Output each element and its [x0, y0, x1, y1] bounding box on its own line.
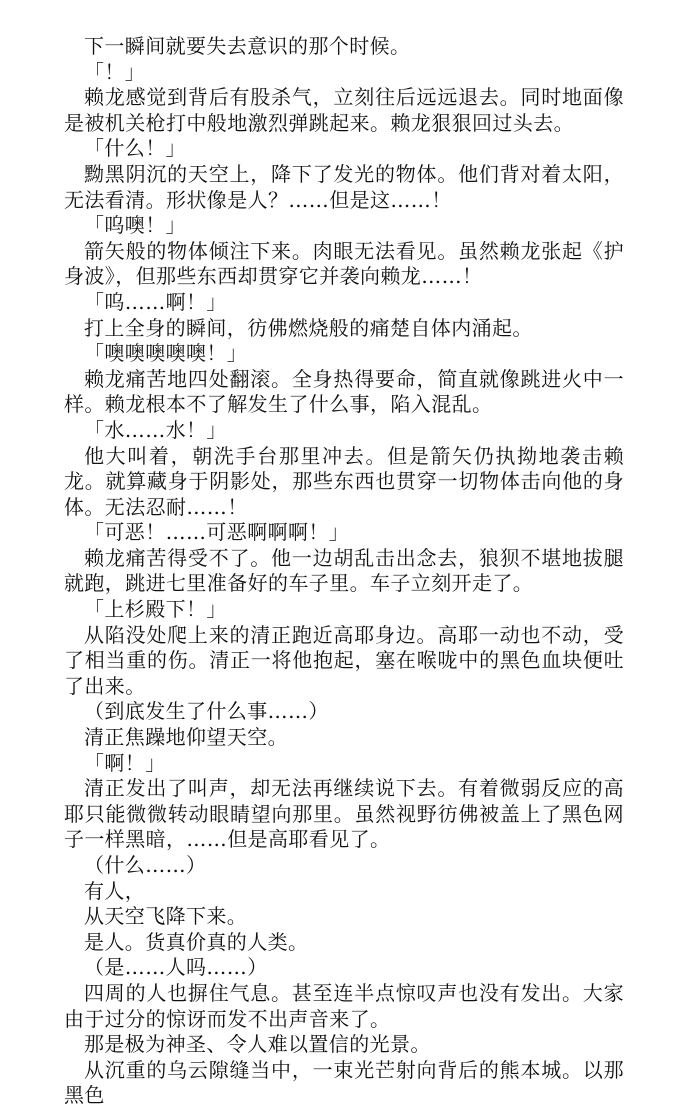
paragraph: 「什么！」 — [84, 136, 186, 161]
paragraph: 从陷没处爬上来的清正跑近高耶身边。高耶一动也不动，受了相当重的伤。清正一将他抱起，塞在喉咙中的黑色血块便吐了出来。 — [64, 622, 624, 698]
paragraph: 「噢噢噢噢噢！」 — [84, 341, 248, 366]
paragraph: 「呜噢！」 — [84, 213, 186, 238]
paragraph: 「！」 — [84, 59, 146, 84]
paragraph: 「水……水！」 — [84, 417, 227, 442]
paragraph: 「上杉殿下！」 — [84, 597, 227, 622]
paragraph: 赖龙感觉到背后有股杀气，立刻往后远远退去。同时地面像是被机关枪打中般地激烈弹跳起来。赖龙狠狠回过头去。 — [64, 85, 624, 135]
paragraph: 打上全身的瞬间，彷佛燃烧般的痛楚自体内涌起。 — [84, 315, 533, 340]
paragraph: 是人。货真价真的人类。 — [84, 929, 309, 954]
paragraph: （什么……） — [84, 853, 207, 877]
paragraph: 下一瞬间就要失去意识的那个时候。 — [84, 34, 411, 58]
paragraph: 那是极为神圣、令人难以置信的光景。 — [84, 1032, 431, 1057]
paragraph: 「呜……啊！」 — [84, 289, 227, 314]
paragraph: 「可恶！……可恶啊啊啊！」 — [84, 520, 350, 545]
paragraph: 清正发出了叫声，却无法再继续说下去。有着微弱反应的高耶只能微微转动眼睛望向那里。虽然视野彷佛被盖上了黑色网子一样黑暗，……但是高耶看见了。 — [64, 776, 624, 852]
paragraph: 箭矢般的物体倾注下来。肉眼无法看见。虽然赖龙张起《护身波》，但那些东西却贯穿它并袭向赖龙……！ — [64, 238, 624, 289]
paragraph: 黝黑阴沉的天空上，降下了发光的物体。他们背对着太阳，无法看清。形状像是人？……但是这……！ — [64, 161, 624, 212]
paragraph: 四周的人也摒住气息。甚至连半点惊叹声也没有发出。大家由于过分的惊讶而发不出声音来了。 — [64, 980, 624, 1031]
paragraph: 赖龙痛苦得受不了。他一边胡乱击出念去，狼狈不堪地拔腿就跑，跳进七里准备好的车子里。车子立刻开走了。 — [64, 545, 624, 596]
paragraph: （到底发生了什么事……） — [84, 699, 329, 724]
paragraph: （是……人吗……） — [84, 955, 268, 980]
paragraph: 有人， — [84, 878, 146, 903]
paragraph: 他大叫着，朝洗手台那里冲去。但是箭矢仍执拗地袭击赖龙。就算藏身于阴影处，那些东西也贯穿一切物体击向他的身体。无法忍耐……！ — [64, 443, 624, 519]
paragraph: 清正焦躁地仰望天空。 — [84, 725, 288, 750]
paragraph: 赖龙痛苦地四处翻滚。全身热得要命，简直就像跳进火中一样。赖龙根本不了解发生了什么事，陷入混乱。 — [64, 366, 624, 417]
paragraph: 从天空飞降下来。 — [84, 904, 248, 929]
paragraph: 从沉重的乌云隙缝当中，一束光芒射向背后的熊本城。以那黑色 — [64, 1057, 624, 1108]
paragraph: 「啊！」 — [84, 750, 166, 775]
